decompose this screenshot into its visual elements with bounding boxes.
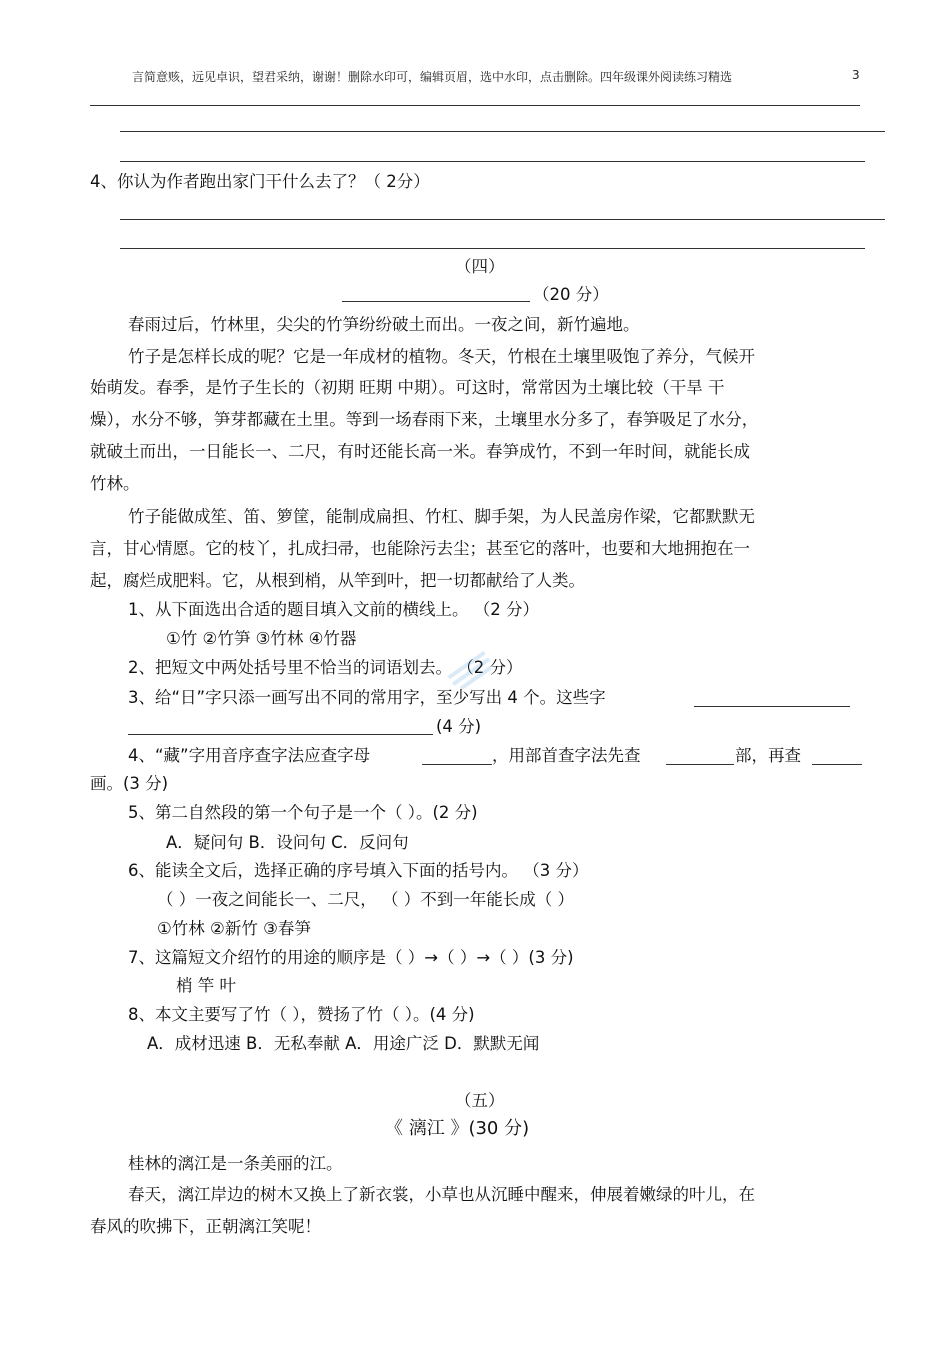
s4-question-5-options: A．疑问句 B．设问句 C．反问句 <box>166 833 409 852</box>
s5-paragraph-1: 桂林的漓江是一条美丽的江。 <box>128 1154 343 1173</box>
s4-question-8: 8、本文主要写了竹（ ），赞扬了竹（ ）。(4 分) <box>128 1005 475 1024</box>
answer-blank <box>666 764 734 765</box>
s4-question-6-blanks: （ ）一夜之间能长一、二尺， （ ）不到一年能长成（ ） <box>157 890 574 909</box>
answer-blank <box>694 706 850 707</box>
s4-question-4: ，用部首查字法先查 <box>492 746 641 765</box>
s3-question-4: 4、你认为作者跑出家门干什么去了？（ 2分） <box>90 172 430 191</box>
s4-question-7: 7、这篇短文介绍竹的用途的顺序是（ ）→（ ）→（ ）(3 分) <box>128 948 574 967</box>
s4-question-1-options: ①竹 ②竹笋 ③竹林 ④竹器 <box>166 629 357 648</box>
s4-question-6-options: ①竹林 ②新竹 ③春笋 <box>157 919 311 938</box>
page-header: 言简意赅，远见卓识，望君采纳，谢谢！删除水印可，编辑页眉，选中水印，点击删除。四年级课外阅读练习精选 <box>132 70 733 84</box>
answer-blank <box>128 734 433 735</box>
s4-paragraph-2-line: 始萌发。春季，是竹子生长的（初期 旺期 中期）。可这时，常常因为土壤比较（干旱 干 <box>90 378 725 397</box>
answer-line <box>120 131 885 132</box>
s4-question-1: 1、从下面选出合适的题目填入文前的横线上。 （2 分） <box>128 600 539 619</box>
s5-paragraph-2-line: 春风的吹拂下，正朝漓江笑呢！ <box>90 1217 321 1236</box>
header-divider <box>90 105 860 106</box>
s4-question-3-score: (4 分) <box>436 717 482 736</box>
s4-paragraph-3-line: 言，甘心情愿。它的枝丫，扎成扫帚，也能除污去尘；甚至它的落叶，也要和大地拥抱在一 <box>90 539 750 558</box>
s4-question-5: 5、第二自然段的第一个句子是一个（ ）。(2 分) <box>128 803 478 822</box>
s4-question-3: 3、给“日”字只添一画写出不同的常用字，至少写出 4 个。这些字 <box>128 688 606 707</box>
s4-paragraph-1: 春雨过后，竹林里，尖尖的竹笋纷纷破土而出。一夜之间，新竹遍地。 <box>128 315 640 334</box>
title-blank <box>342 301 530 302</box>
section-4-label: （四） <box>455 257 505 276</box>
section-4-score: （20 分） <box>533 285 609 304</box>
s4-paragraph-3-line: 竹子能做成笙、笛、箩筐，能制成扁担、竹杠、脚手架，为人民盖房作梁，它都默默无 <box>128 507 755 526</box>
s4-question-6: 6、能读全文后，选择正确的序号填入下面的括号内。 （3 分） <box>128 861 589 880</box>
page-number: 3 <box>852 68 860 82</box>
s4-paragraph-2-line: 燥），水分不够，笋芽都藏在土里。等到一场春雨下来，土壤里水分多了，春笋吸足了水分， <box>90 410 759 429</box>
answer-line <box>120 219 885 220</box>
s4-paragraph-3-line: 起，腐烂成肥料。它，从根到梢，从竿到叶，把一切都献给了人类。 <box>90 571 585 590</box>
s4-question-2: 2、把短文中两处括号里不恰当的词语划去。 （2 分） <box>128 658 523 677</box>
answer-blank <box>422 764 492 765</box>
s4-question-4: 部，再查 <box>735 746 801 765</box>
s4-question-7-options: 梢 竿 叶 <box>176 976 236 995</box>
watermark-icon <box>440 640 500 700</box>
section-5-title: 《 漓江 》(30 分) <box>385 1118 530 1139</box>
s4-paragraph-2-line: 就破土而出，一日能长一、二尺，有时还能长高一米。春笋成竹，不到一年时间，就能长成 <box>90 442 750 461</box>
answer-line <box>120 248 865 249</box>
s4-question-4: 画。(3 分) <box>90 774 169 793</box>
answer-blank <box>812 764 862 765</box>
s5-paragraph-2-line: 春天，漓江岸边的树木又换上了新衣裳，小草也从沉睡中醒来，伸展着嫩绿的叶儿，在 <box>128 1185 755 1204</box>
answer-line <box>120 161 865 162</box>
s4-paragraph-2-line: 竹林。 <box>90 474 140 493</box>
s4-paragraph-2-line: 竹子是怎样长成的呢？它是一年成材的植物。冬天，竹根在土壤里吸饱了养分，气候开 <box>128 347 755 366</box>
section-5-label: （五） <box>455 1091 505 1110</box>
s4-question-4: 4、“藏”字用音序查字法应查字母 <box>128 746 371 765</box>
s4-question-8-options: A．成材迅速 B．无私奉献 A．用途广泛 D．默默无闻 <box>147 1034 540 1053</box>
